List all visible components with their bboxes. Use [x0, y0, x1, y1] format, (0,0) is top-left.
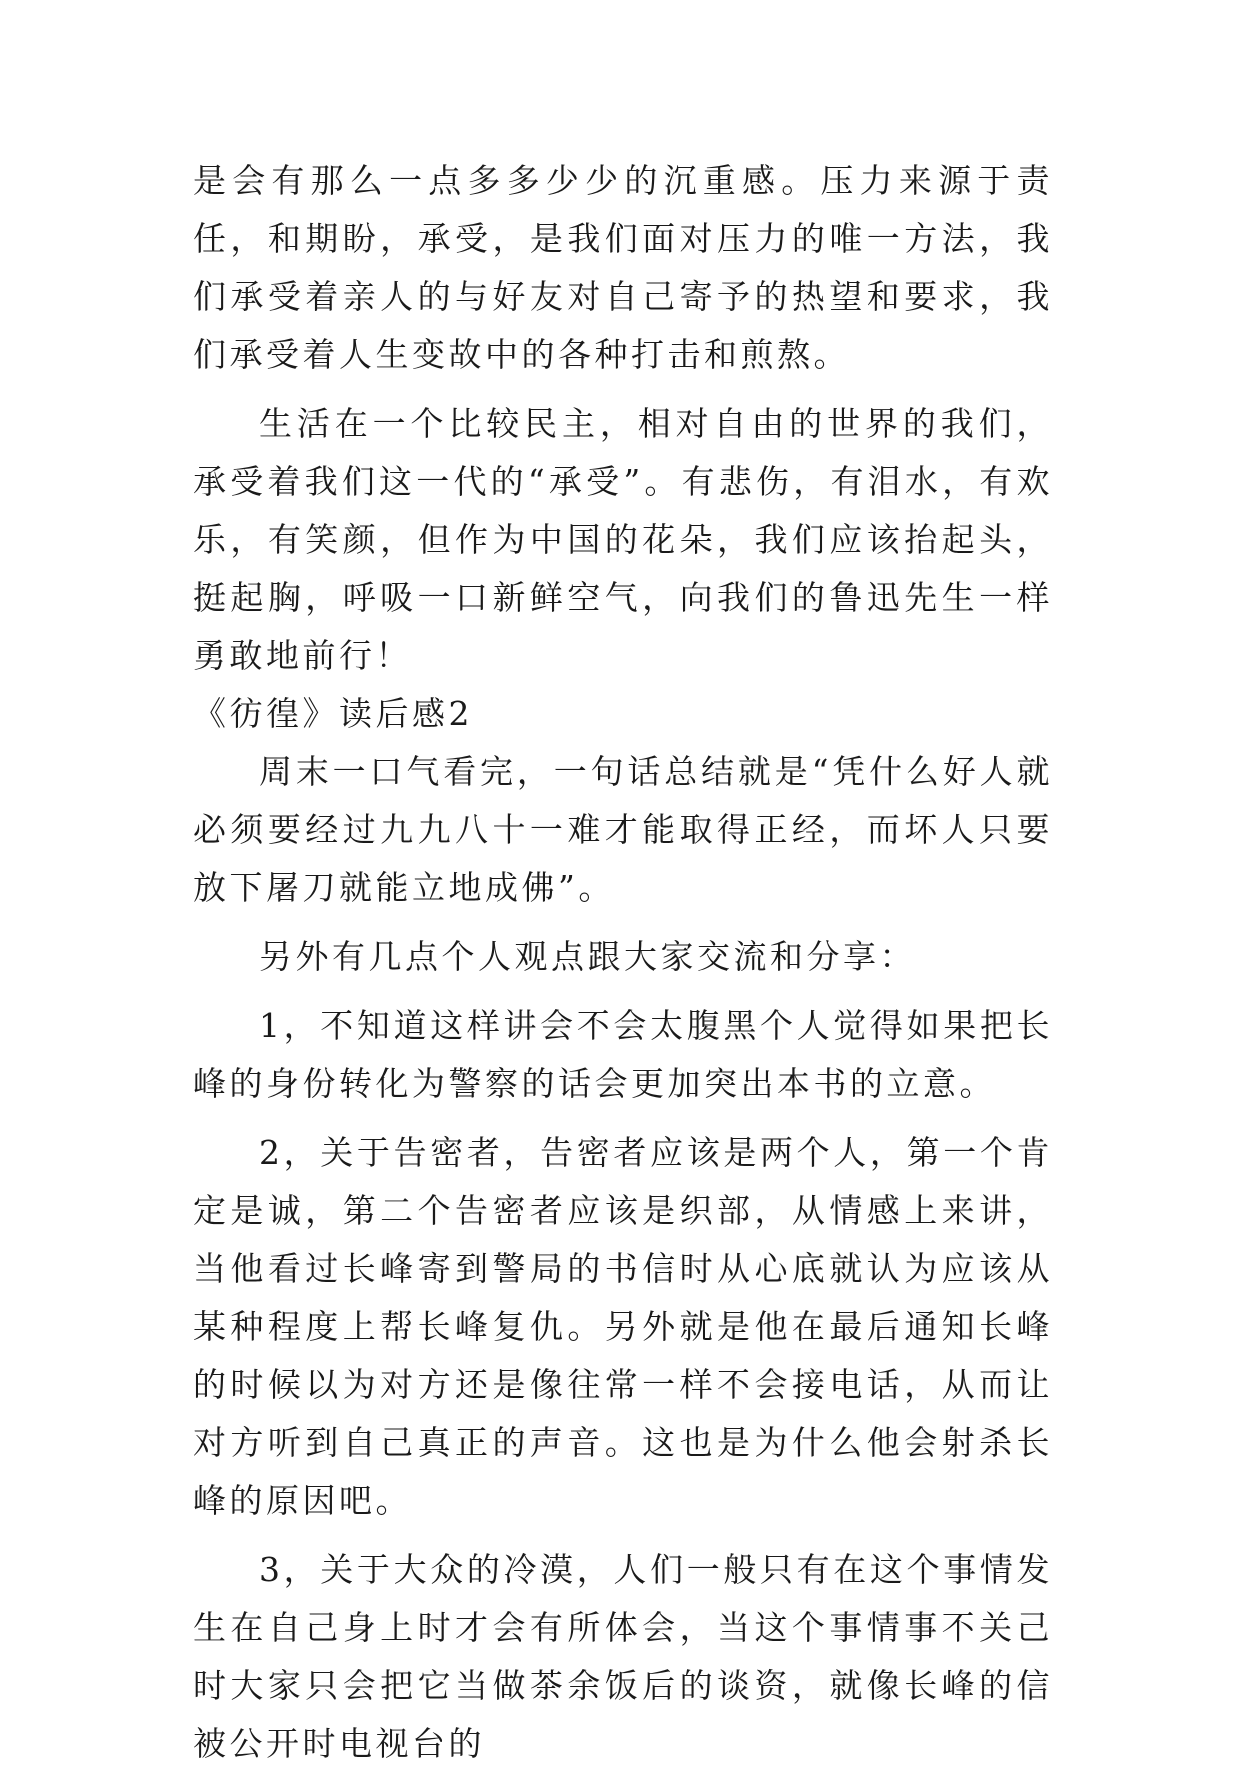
paragraph: 另外有几点个人观点跟大家交流和分享：	[259, 937, 916, 976]
section-heading: 《彷徨》读后感2	[193, 694, 473, 733]
paragraph-continued: 是会有那么一点多多少少的沉重感。压力来源于责任，和期盼，承受，是我们面对压力的唯一方法，我们承受着亲人的与好友对自己寄予的热望和要求，我们承受着人生变故中的各种打击和煎熬。	[193, 161, 1053, 374]
document-body	[193, 152, 1053, 1773]
paragraph-point-3: 3，关于大众的冷漠，人们一般只有在这个事情发生在自己身上时才会有所体会，当这个事情事不关己时大家只会把它当做茶余饭后的谈资，就像长峰的信被公开时电视台的	[193, 1550, 1053, 1763]
paragraph-point-2: 2，关于告密者，告密者应该是两个人，第一个肯定是诚，第二个告密者应该是织部，从情感上来讲，当他看过长峰寄到警局的书信时从心底就认为应该从某种程度上帮长峰复仇。另外就是他在最后通知长峰的时候以为对方还是像往常一样不会接电话，从而让对方听到自己真正的声音。这也是为什么他会射杀长峰的原因吧。	[193, 1133, 1053, 1520]
paragraph: 周末一口气看完，一句话总结就是“凭什么好人就必须要经过九九八十一难才能取得正经，而坏人只要放下屠刀就能立地成佛”。	[193, 752, 1053, 907]
paragraph-point-1: 1，不知道这样讲会不会太腹黑个人觉得如果把长峰的身份转化为警察的话会更加突出本书的立意。	[193, 1006, 1053, 1103]
paragraph: 生活在一个比较民主，相对自由的世界的我们，承受着我们这一代的“承受”。有悲伤，有泪水，有欢乐，有笑颜，但作为中国的花朵，我们应该抬起头，挺起胸，呼吸一口新鲜空气，向我们的鲁迅先生一样勇敢地前行！	[193, 404, 1053, 675]
